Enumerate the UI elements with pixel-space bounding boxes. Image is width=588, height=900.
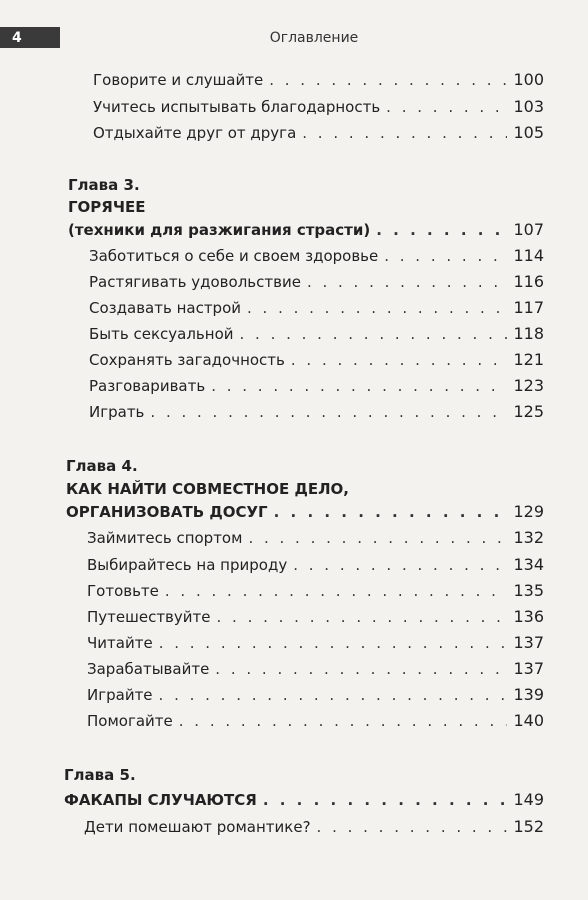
leader-dots <box>165 581 508 601</box>
toc-entry-page: 118 <box>513 324 544 343</box>
chapter-page: 107 <box>513 220 544 239</box>
leader-dots <box>150 402 507 422</box>
toc-entry-page: 123 <box>513 376 544 395</box>
toc-entry <box>87 555 544 575</box>
leader-dots <box>291 350 508 370</box>
toc-entry-page: 114 <box>513 246 544 265</box>
toc-entry-title: Создавать настрой <box>89 299 241 317</box>
toc-entry-page: 134 <box>513 555 544 574</box>
toc-entry <box>87 607 544 627</box>
chapter-subtitle: (техники для разжигания страсти) <box>68 221 371 239</box>
toc-entry-title: Говорите и слушайте <box>93 71 264 89</box>
toc-entry-title: Дети помешают романтике? <box>84 818 311 836</box>
toc-entry-title: Помогайте <box>87 712 173 730</box>
leader-dots <box>307 272 508 292</box>
toc-entry-page: 132 <box>513 528 544 547</box>
toc-entry <box>89 298 544 318</box>
toc-entry <box>89 246 544 266</box>
page-number-badge: 4 <box>0 27 60 48</box>
leader-dots <box>240 324 508 344</box>
leader-dots <box>217 607 508 627</box>
chapter-title: ФАКАПЫ СЛУЧАЮТСЯ <box>64 791 257 809</box>
toc-entry-page: 152 <box>513 817 544 836</box>
toc-entry <box>87 659 544 679</box>
chapter-subtitle: ОРГАНИЗОВАТЬ ДОСУГ <box>66 503 268 521</box>
toc-entry-page: 136 <box>513 607 544 626</box>
toc-entry-title: Читайте <box>87 634 153 652</box>
chapter-heading-entry <box>64 790 544 810</box>
toc-entry-title: Зарабатывайте <box>87 660 210 678</box>
leader-dots <box>247 298 507 318</box>
toc-entry <box>89 376 544 396</box>
leader-dots <box>215 659 507 679</box>
toc-entry <box>87 633 544 653</box>
chapter-heading-entry <box>68 220 544 240</box>
toc-entry-title: Играть <box>89 403 145 421</box>
leader-dots <box>293 555 507 575</box>
toc-entry-title: Путешествуйте <box>87 608 211 626</box>
toc-entry <box>93 97 544 117</box>
leader-dots <box>317 817 508 837</box>
leader-dots <box>179 711 508 731</box>
toc-entry <box>93 70 544 90</box>
toc-entry-title: Сохранять загадочность <box>89 351 285 369</box>
toc-entry <box>89 324 544 344</box>
leader-dots <box>248 528 507 548</box>
chapter-label: Глава 5. <box>64 766 136 784</box>
toc-entry-page: 116 <box>513 272 544 291</box>
leader-dots <box>211 376 507 396</box>
leader-dots <box>302 123 507 143</box>
toc-entry-title: Займитесь спортом <box>87 529 243 547</box>
toc-entry-title: Растягивать удовольствие <box>89 273 301 291</box>
leader-dots <box>274 502 508 522</box>
toc-entry <box>84 817 544 837</box>
toc-entry-title: Готовьте <box>87 582 159 600</box>
leader-dots <box>384 246 507 266</box>
toc-entry-title: Разговаривать <box>89 377 206 395</box>
toc-entry <box>89 402 544 422</box>
toc-entry <box>87 685 544 705</box>
chapter-title: ГОРЯЧЕЕ <box>68 198 146 216</box>
chapter-label: Глава 4. <box>66 457 138 475</box>
toc-entry-title: Отдыхайте друг от друга <box>93 124 297 142</box>
toc-entry-title: Играйте <box>87 686 153 704</box>
toc-entry-page: 121 <box>513 350 544 369</box>
leader-dots <box>376 220 507 240</box>
toc-entry-page: 125 <box>513 402 544 421</box>
toc-entry <box>87 711 544 731</box>
running-title: Оглавление <box>269 30 359 46</box>
chapter-page: 129 <box>513 502 544 521</box>
leader-dots <box>269 70 507 90</box>
chapter-page: 149 <box>513 790 544 809</box>
toc-entry-page: 137 <box>513 659 544 678</box>
toc-entry-page: 139 <box>513 685 544 704</box>
toc-entry-page: 105 <box>513 123 544 142</box>
toc-entry-page: 135 <box>513 581 544 600</box>
toc-entry <box>87 528 544 548</box>
toc-entry-title: Заботиться о себе и своем здоровье <box>89 247 379 265</box>
chapter-title: КАК НАЙТИ СОВМЕСТНОЕ ДЕЛО, <box>66 480 349 498</box>
toc-entry-page: 140 <box>513 711 544 730</box>
leader-dots <box>159 633 508 653</box>
toc-entry-page: 137 <box>513 633 544 652</box>
chapter-label: Глава 3. <box>68 176 140 194</box>
toc-entry-page: 103 <box>513 97 544 116</box>
leader-dots <box>263 790 508 810</box>
leader-dots <box>159 685 508 705</box>
toc-entry <box>89 350 544 370</box>
chapter-heading-entry <box>66 502 544 522</box>
toc-entry <box>89 272 544 292</box>
toc-entry-page: 117 <box>513 298 544 317</box>
leader-dots <box>386 97 507 117</box>
toc-entry-title: Выбирайтесь на природу <box>87 556 288 574</box>
toc-entry <box>93 123 544 143</box>
toc-entry-title: Учитесь испытывать благодарность <box>93 98 381 116</box>
toc-entry <box>87 581 544 601</box>
toc-entry-page: 100 <box>513 70 544 89</box>
toc-entry-title: Быть сексуальной <box>89 325 234 343</box>
